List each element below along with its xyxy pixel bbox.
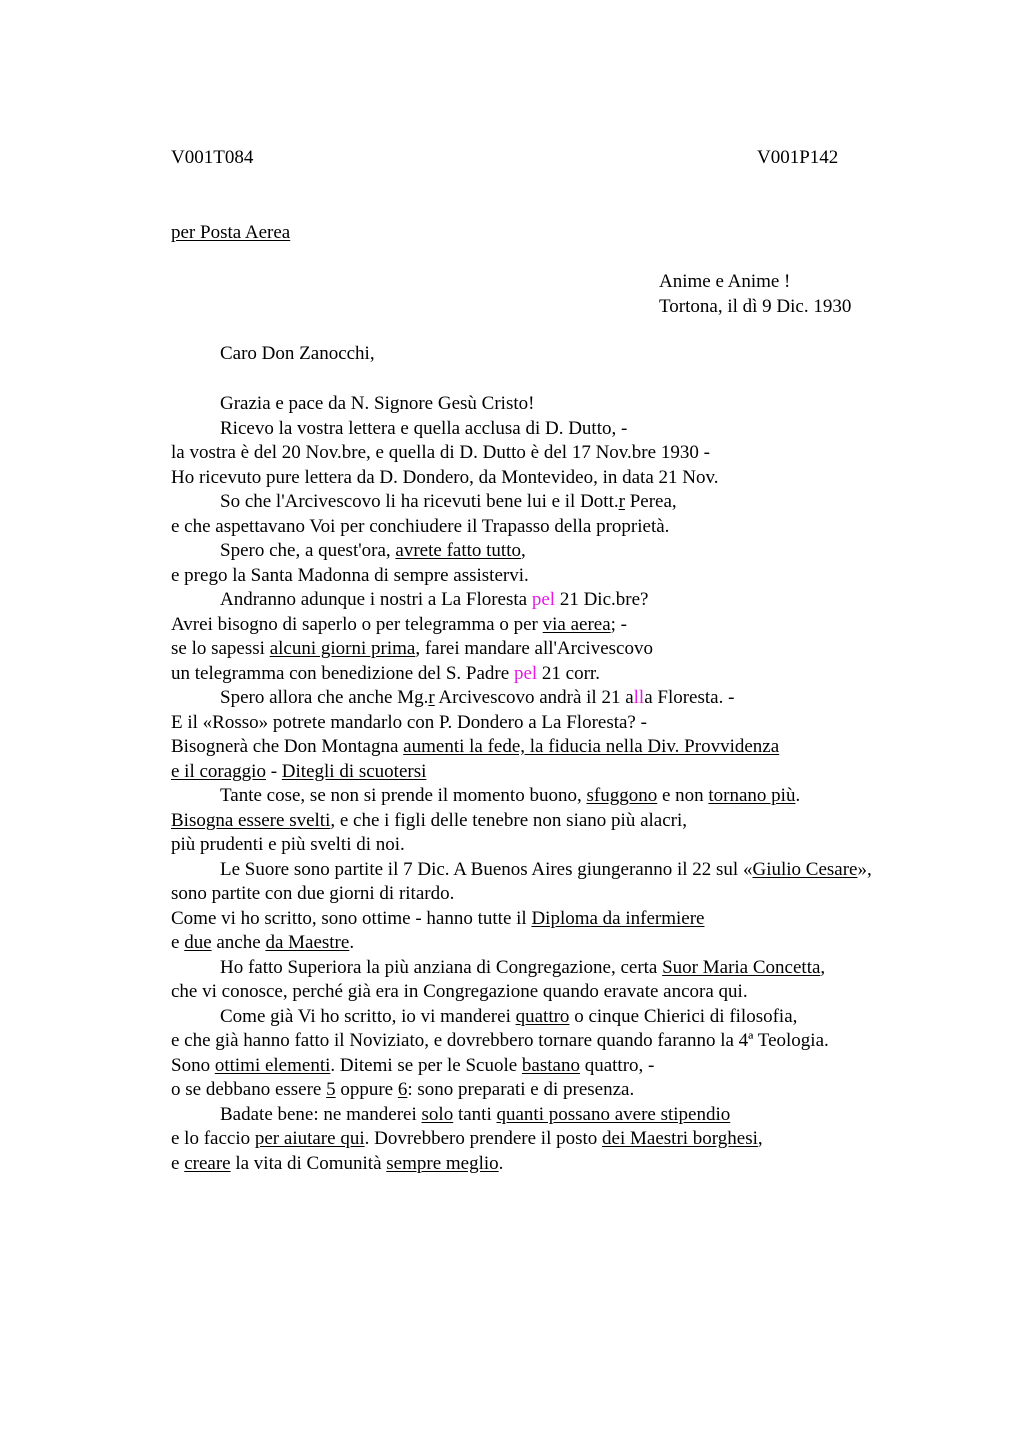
posta-aerea-note: per Posta Aerea [171,222,291,243]
letter-line [171,735,872,760]
line-text: : sono preparati e di presenza. [407,1079,635,1100]
underlined-text: Giulio Cesare [752,858,858,880]
underlined-text: r [428,687,435,708]
line-text: se lo sapessi [171,638,270,659]
line-text: e che aspettavano Voi per conchiudere il Trapasso della proprietà. [171,515,670,537]
line-text: anche [211,932,266,953]
line-text: che vi conosce, perché già era in Congregazione quando eravate ancora qui. [171,981,748,1002]
line-text: oppure [335,1079,398,1100]
line-text: , [820,956,826,978]
line-text: Grazia e pace da N. Signore Gesù Cristo! [220,393,535,414]
underlined-text: r [618,491,625,512]
line-text: . [349,932,355,953]
line-text: e [171,932,185,953]
letter-line [171,588,872,613]
line-text: quattro, - [579,1054,655,1076]
line-text: - [265,760,282,782]
line-text: », [857,858,872,880]
underlined-text: e il coraggio [171,760,266,782]
underlined-text: creare [184,1152,231,1174]
line-text: Come già Vi ho scritto, io vi manderei [220,1005,516,1027]
line-text: Bisognerà che Don Montagna [171,736,404,757]
line-text: o se debbano essere [171,1079,327,1100]
underlined-text: Suor Maria Concetta [662,956,821,978]
letter-body [171,392,872,1176]
letter-line [171,760,872,785]
line-text: Arcivescovo andrà il 21 a [434,687,634,708]
line-text: 21 corr. [537,662,600,684]
salutation: Caro Don Zanocchi, [220,343,375,364]
letter-line [171,392,872,417]
line-text: Sono [171,1054,215,1076]
underlined-text: da Maestre [265,932,350,953]
line-text: Ho fatto Superiora la più anziana di Congregazione, certa [220,956,663,978]
underlined-text: avrete fatto tutto [395,540,521,561]
line-text: Le Suore sono partite il 7 Dic. A Buenos Aires giungeranno il 22 sul « [220,858,753,880]
line-text: e che già hanno fatto il Noviziato, e dovrebbero tornare quando faranno la 4ª Teologia. [171,1030,829,1051]
letter-line [171,858,872,883]
letter-line [171,1103,872,1128]
line-text: o cinque Chierici di filosofia, [569,1005,798,1027]
underlined-text: per aiutare qui [254,1128,365,1149]
underlined-text: tornano più [708,785,796,806]
letter-line [171,515,872,540]
line-text: un telegramma con benedizione del S. Padre [171,662,514,684]
letter-line [171,882,872,907]
line-text: la vostra è del 20 Nov.bre, e quella di D. Dutto è del 17 Nov.bre 1930 - [171,442,710,463]
letter-line [171,907,872,932]
letter-line [171,711,872,736]
line-text: ; - [610,613,628,635]
letter-line [171,539,872,564]
line-text: . [795,785,801,806]
underlined-text: alcuni giorni prima [269,638,416,659]
letter-line [171,956,872,981]
letter-line [171,662,872,687]
line-text: . Dovrebbero prendere il posto [364,1128,603,1149]
line-text: , [757,1128,763,1149]
letter-line [171,441,872,466]
underlined-text: quanti possano avere stipendio [496,1103,731,1125]
line-text: Come vi ho scritto, sono ottime - hanno tutte il [171,907,532,929]
line-text: E il «Rosso» potrete mandarlo con P. Dondero a La Floresta? - [171,711,647,733]
line-text: Badate bene: ne manderei [220,1103,422,1125]
line-text: e lo faccio [171,1128,255,1149]
letter-line [171,637,872,662]
line-text: , e che i figli delle tenebre non siano più alacri, [330,809,687,831]
letter-line [171,564,872,589]
underlined-text: 6 [397,1079,408,1100]
line-text: Spero che, a quest'ora, [220,540,396,561]
underlined-text: aumenti la fede, la fiducia nella Div. Provvidenza [403,736,780,757]
line-text: , farei mandare all'Arcivescovo [415,638,653,659]
underlined-text: 5 [326,1079,336,1100]
letter-line [171,833,872,858]
document-code-left: V001T084 [171,147,254,168]
underlined-text: Bisogna essere svelti [171,809,331,831]
letter-line [171,613,872,638]
highlighted-text: pel [531,589,556,610]
line-text: Perea, [624,491,677,512]
line-text: Avrei bisogno di saperlo o per telegramma o per [171,613,543,635]
motto: Anime e Anime ! [659,271,791,292]
line-text: . [498,1152,504,1174]
underlined-text: quattro [515,1005,570,1027]
letter-line [171,490,872,515]
underlined-text: sempre meglio [386,1152,499,1174]
letter-line [171,1054,872,1079]
letter-line [171,980,872,1005]
line-text: Tante cose, se non si prende il momento buono, [220,785,587,806]
underlined-text: bastano [521,1054,580,1076]
line-text: sono partite con due giorni di ritardo. [171,883,455,904]
letter-line [171,1127,872,1152]
highlighted-text: pel [513,662,538,684]
letter-line [171,809,872,834]
line-text: 21 Dic.bre? [555,589,649,610]
line-text: , [520,540,526,561]
underlined-text: Diploma da infermiere [531,907,705,929]
underlined-text: due [184,932,212,953]
letter-line [171,1078,872,1103]
letter-line [171,1029,872,1054]
line-text: Andranno adunque i nostri a La Floresta [220,589,532,610]
underlined-text: solo [421,1103,454,1125]
line-text: Ho ricevuto pure lettera da D. Dondero, da Montevideo, in data 21 Nov. [171,466,719,488]
underlined-text: sfuggono [586,785,658,806]
underlined-text: Ditegli di scuotersi [281,760,427,782]
line-text: . Ditemi se per le Scuole [330,1054,522,1076]
line-text: So che l'Arcivescovo li ha ricevuti bene lui e il Dott. [220,491,619,512]
letter-line [171,686,872,711]
line-text: la vita di Comunità [230,1152,387,1174]
place-date: Tortona, il dì 9 Dic. 1930 [659,295,852,317]
letter-line [171,417,872,442]
letter-line [171,1152,872,1177]
line-text: e [171,1152,185,1174]
letter-line [171,931,872,956]
letter-heading [659,270,851,319]
line-text: Ricevo la vostra lettera e quella acclusa di D. Dutto, - [220,417,628,439]
letter-line [171,784,872,809]
highlighted-text: ll [633,687,645,708]
underlined-text: ottimi elementi [214,1054,331,1076]
line-text: tanti [453,1103,497,1125]
letter-line [171,466,872,491]
document-code-right: V001P142 [757,147,839,168]
line-text: a Floresta. - [644,687,735,708]
line-text: più prudenti e più svelti di noi. [171,834,405,855]
underlined-text: dei Maestri borghesi [602,1128,758,1149]
underlined-text: via aerea [542,613,611,635]
letter-line [171,1005,872,1030]
line-text: e non [657,785,709,806]
line-text: Spero allora che anche Mg. [220,687,429,708]
line-text: e prego la Santa Madonna di sempre assistervi. [171,564,529,586]
